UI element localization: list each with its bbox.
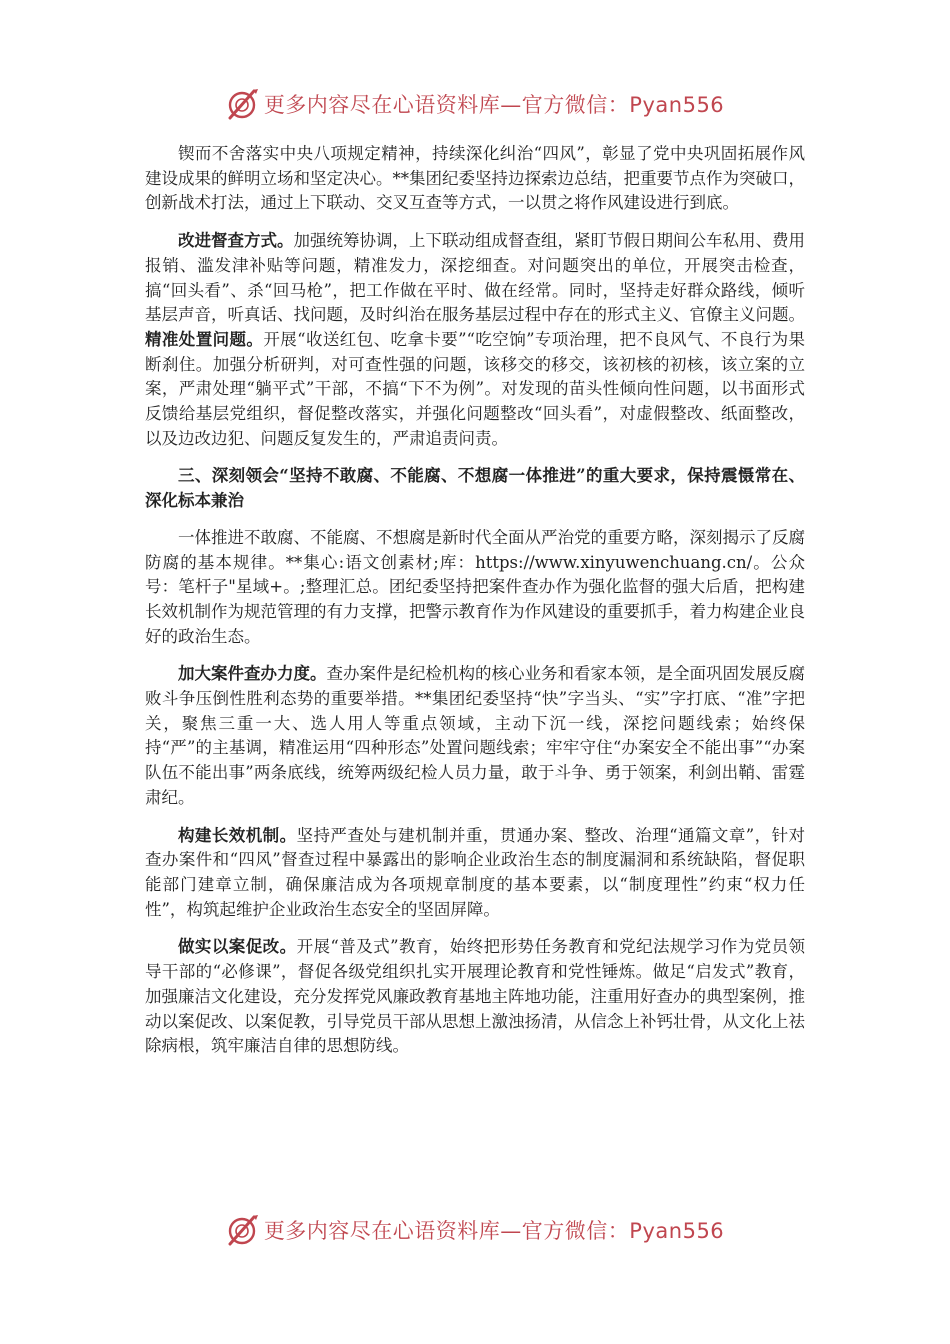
paragraph-6: 做实以案促改。开展“普及式”教育，始终把形势任务教育和党纪法规学习作为党员领导干部的“必修课”，督促各级党组织扎实开展理论教育和党性锤炼。做足“启发式”教育，加强廉洁文化建设，充分发挥党风廉政教育基地主阵地功能，注重用好查办的典型案例，推动以案促改、以案促教，引导党员干部从思想上激浊扬清，从信念上补钙壮骨，从文化上祛除病根，筑牢廉洁自律的思想防线。 xyxy=(145,937,806,1056)
lead-long-term-mechanism: 构建长效机制。 xyxy=(178,825,297,845)
lead-case-reform: 做实以案促改。 xyxy=(178,937,297,957)
watermark-text: 更多内容尽在心语资料库—官方微信：Pyan556 xyxy=(263,1219,725,1243)
paragraph-1: 锲而不舍落实中央八项规定精神，持续深化纠治“四风”，彰显了党中央巩固拓展作风建设成果的鲜明立场和坚定决心。**集团纪委坚持边探索边总结，把重要节点作为突破口，创新战术打法，通过上下联动、交叉互查等方式，一以贯之将作风建设进行到底。 xyxy=(145,144,805,213)
section-heading-3: 三、深刻领会“坚持不敢腐、不能腐、不想腐一体推进”的重大要求，保持震慑常在、深化标本兼治 xyxy=(145,466,805,511)
footer-watermark xyxy=(0,1208,950,1252)
writing-brush-logo-icon xyxy=(226,87,260,121)
writing-brush-logo-icon xyxy=(226,1213,260,1247)
document-body xyxy=(145,142,805,1072)
paragraph-4: 加大案件查办力度。查办案件是纪检机构的核心业务和看家本领，是全面巩固发展反腐败斗争压倒性胜利态势的重要举措。**集团纪委坚持“快”字当头、“实”字打底、“准”字把关，聚焦三重一大、选人用人等重点领域，主动下沉一线，深挖问题线索；始终保持“严”的主基调，精准运用“四种形态”处置问题线索；牢牢守住“办案安全不能出事”“办案队伍不能出事”两条底线，统筹两级纪检人员力量，敢于斗争、勇于领案，利剑出鞘、雷霆肃纪。 xyxy=(145,664,805,807)
lead-improve-inspection: 改进督查方式。 xyxy=(178,231,294,251)
watermark-text: 更多内容尽在心语资料库—官方微信：Pyan556 xyxy=(263,93,725,117)
paragraph-5: 构建长效机制。坚持严查处与建机制并重，贯通办案、整改、治理“通篇文章”，针对查办案件和“四风”督查过程中暴露出的影响企业政治生态的制度漏洞和系统缺陷，督促职能部门建章立制，确保廉洁成为各项规章制度的基本要素，以“制度理性”约束“权力任性”，构筑起维护企业政治生态安全的坚固屏障。 xyxy=(145,825,806,919)
lead-precise-handling: 精准处置问题。 xyxy=(145,329,264,349)
header-watermark xyxy=(0,82,950,126)
lead-case-handling: 加大案件查办力度。 xyxy=(178,664,327,684)
paragraph-3: 一体推进不敢腐、不能腐、不想腐是新时代全面从严治党的重要方略，深刻揭示了反腐防腐的基本规律。**集心:语文创素材;库：https://www.xinyuwenchuang.cn/。公众号：笔杆子"星域+。;整理汇总。团纪委坚持把案件查办作为强化监督的强大后盾，把构建长效机制作为规范管理的有力支撑，把警示教育作为作风建设的重要抓手，着力构建企业良好的政治生态。 xyxy=(145,527,805,646)
paragraph-2: 改进督查方式。加强统筹协调，上下联动组成督查组，紧盯节假日期间公车私用、费用报销、滥发津补贴等问题，精准发力，深挖细查。对问题突出的单位，开展突击检查，搞“回头看”、杀“回马枪”，把工作做在平时、做在经常。同时，坚持走好群众路线，倾听基层声音，听真话、找问题，及时纠治在服务基层过程中存在的形式主义、官僚主义问题。精准处置问题。开展“收送红包、吃拿卡要”“吃空饷”专项治理，把不良风气、不良行为果断刹住。加强分析研判，对可查性强的问题，该移交的移交，该初核的初核，该立案的立案，严肃处理“躺平式”干部，不搞“下不为例”。对发现的苗头性倾向性问题，以书面形式反馈给基层党组织，督促整改落实，并强化问题整改“回头看”，对虚假整改、纸面整改，以及边改边犯、问题反复发生的，严肃追责问责。 xyxy=(145,231,805,448)
